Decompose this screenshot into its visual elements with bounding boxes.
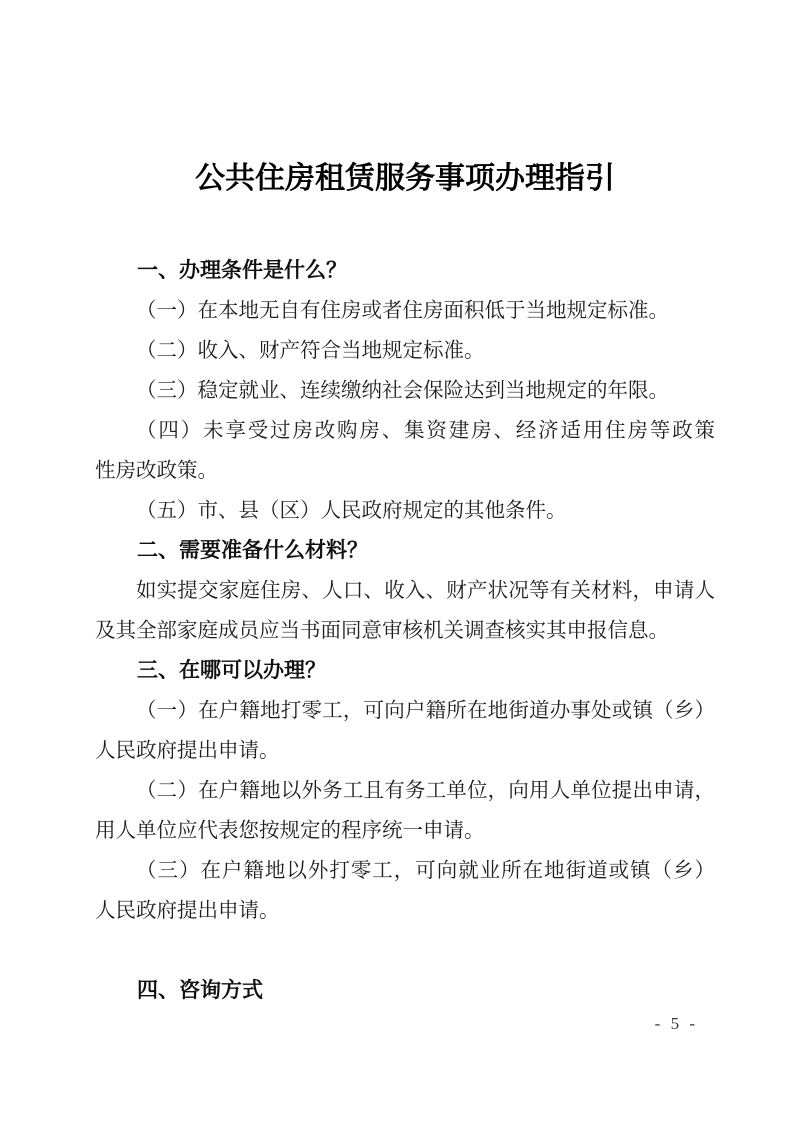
- paragraph: [95, 691, 715, 771]
- document-body: [95, 159, 715, 1011]
- text-line: （一）在户籍地打零工，可向户籍所在地街道办事处或镇（乡）: [136, 700, 715, 722]
- section-heading: [95, 651, 715, 691]
- paragraph: [95, 371, 715, 411]
- heading-line: 一、办理条件是什么？: [137, 259, 347, 282]
- text-line: （一）在本地无自有住房或者住房面积低于当地规定标准。: [136, 300, 669, 322]
- text-line: 性房改政策。: [95, 460, 218, 482]
- text-line: （三）在户籍地以外打零工，可向就业所在地街道或镇（乡）: [136, 860, 715, 882]
- paragraph: [95, 851, 715, 931]
- paragraph: [95, 411, 715, 491]
- paragraph: [95, 491, 715, 531]
- section-heading: [95, 531, 715, 571]
- section-heading: [95, 251, 715, 291]
- text-line: （二）收入、财产符合当地规定标准。: [136, 340, 485, 362]
- paragraph: [95, 571, 715, 651]
- paragraph: [95, 331, 715, 371]
- paragraph: [95, 291, 715, 331]
- text-line: （三）稳定就业、连续缴纳社会保险达到当地规定的年限。: [136, 380, 669, 402]
- text-line: 如实提交家庭住房、人口、收入、财产状况等有关材料，申请人: [136, 580, 715, 602]
- heading-line: 三、在哪可以办理？: [137, 659, 326, 682]
- heading-line: 二、需要准备什么材料？: [137, 539, 368, 562]
- document-content: [95, 251, 715, 1011]
- heading-line: 四、咨询方式: [137, 979, 263, 1002]
- text-line: （五）市、县（区）人民政府规定的其他条件。: [136, 500, 567, 522]
- blank-line: [95, 931, 715, 971]
- text-line: 人民政府提出申请。: [95, 900, 280, 922]
- text-line: 人民政府提出申请。: [95, 740, 280, 762]
- document-title: 公共住房租赁服务事项办理指引: [195, 162, 615, 195]
- text-line: （二）在户籍地以外务工且有务工单位，向用人单位提出申请，: [136, 780, 715, 802]
- page-number: - 5 -: [654, 1014, 698, 1033]
- text-line: 用人单位应代表您按规定的程序统一申请。: [95, 820, 485, 842]
- paragraph: [95, 771, 715, 851]
- text-line: （四）未享受过房改购房、集资建房、经济适用住房等政策: [136, 420, 715, 442]
- text-line: 及其全部家庭成员应当书面同意审核机关调查核实其申报信息。: [95, 620, 669, 642]
- section-heading: [95, 971, 715, 1011]
